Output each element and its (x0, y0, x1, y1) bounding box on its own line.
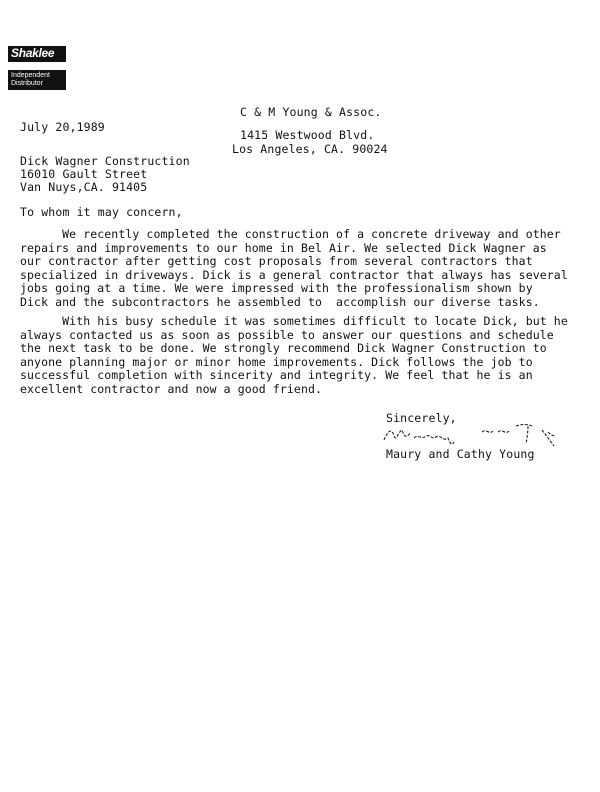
logo-tagline: Independent Distributor (8, 70, 66, 90)
paragraph-line: successful completion with sincerity and integrity. We feel that he is an (20, 368, 533, 382)
recipient-line2: 16010 Gault Street (20, 167, 148, 181)
body-paragraph-1 (20, 228, 568, 309)
paragraph-line: jobs going at a time. We were impressed with the professionalism shown by (20, 281, 533, 295)
body-paragraph-2 (20, 315, 568, 396)
recipient-line3: Van Nuys,CA. 91405 (20, 180, 148, 194)
handwritten-signature (378, 418, 568, 450)
paragraph-line: anyone planning major or minor home improvements. Dick follows the job to (20, 354, 533, 369)
paragraph-line: specialized in driveways. Dick is a general contractor that always has several (20, 267, 568, 282)
paragraph-line: the next task to be done. We strongly recommend Dick Wagner Construction to (20, 341, 547, 355)
paragraph-line: With his busy schedule it was sometimes difficult to locate Dick, but he (20, 314, 568, 328)
recipient-line1: Dick Wagner Construction (20, 154, 190, 168)
sender-address-line1: 1415 Westwood Blvd. (240, 128, 375, 142)
paragraph-line: Dick and the subcontractors he assembled to accomplish our diverse tasks. (20, 294, 540, 309)
sender-address-line2: Los Angeles, CA. 90024 (232, 142, 388, 156)
salutation: To whom it may concern, (20, 205, 183, 219)
closing: Sincerely, (386, 411, 457, 425)
paragraph-line: We recently completed the construction of a concrete driveway and other (20, 227, 561, 241)
paragraph-line: repairs and improvements to our home in Bel Air. We selected Dick Wagner as (20, 240, 547, 255)
paragraph-line: always contacted us as soon as possible to answer our questions and schedule (20, 327, 554, 342)
logo-brand: Shaklee (8, 46, 66, 62)
shaklee-logo (8, 46, 66, 90)
letter-date: July 20,1989 (20, 120, 105, 134)
paragraph-line: excellent contractor and now a good friend. (20, 381, 323, 396)
sender-firm: C & M Young & Assoc. (240, 105, 382, 119)
signature-name: Maury and Cathy Young (386, 447, 535, 461)
paragraph-line: our contractor after getting cost proposals from several contractors that (20, 254, 533, 268)
